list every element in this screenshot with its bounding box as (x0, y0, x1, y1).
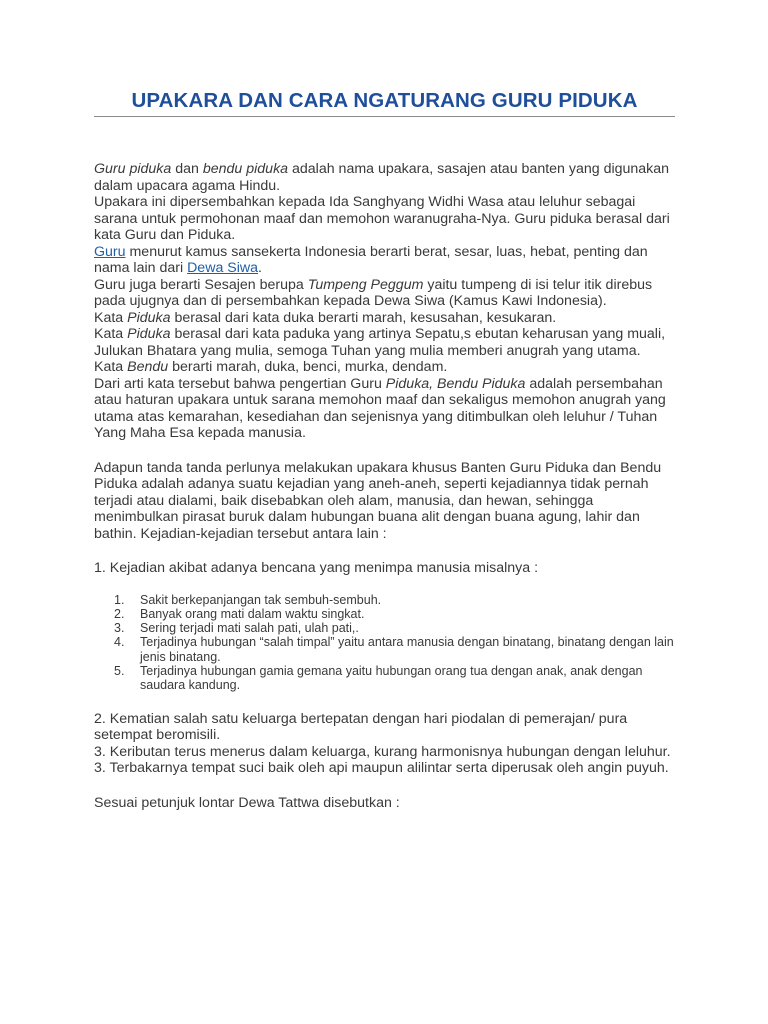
text-span: adalah nama upakara, sasajen atau banten yang digunakan dalam upacara agama Hindu. (94, 161, 670, 194)
paragraph-guru-meaning (94, 244, 679, 277)
text-span: Kata (94, 326, 128, 342)
text-span: yaitu tumpeng di isi telur itik direbus pada ujugnya dan di persembahkan kepada Dewa Siwa (Kamus Kawi Indonesia). (94, 276, 653, 309)
title-divider (94, 116, 675, 117)
list-text: Terjadinya hubungan “salah timpal” yaitu antara manusia dengan binatang, binatang dengan lain jenis binatang. (140, 635, 674, 664)
list-item (94, 635, 679, 664)
list-text: Sering terjadi mati salah pati, ulah pati,. (140, 621, 359, 636)
dewa-siwa-link[interactable]: Dewa Siwa (187, 260, 259, 276)
document-title: UPAKARA DAN CARA NGATURANG GURU PIDUKA (131, 89, 638, 112)
list-text: Banyak orang mati dalam waktu singkat. (140, 606, 365, 621)
list-text: Sakit berkepanjangan tak sembuh-sembuh. (140, 592, 382, 607)
paragraph-fire: 3. Terbakarnya tempat suci baik oleh api maupun alilintar serta diperusak oleh angin puyuh. (94, 760, 669, 777)
paragraph-disaster: 1. Kejadian akibat adanya bencana yang menimpa manusia misalnya : (94, 560, 539, 576)
term-tumpeng: Tumpeng Peggum (307, 276, 424, 293)
term-piduka: Piduka (127, 309, 171, 326)
paragraph-lontar: Sesuai petunjuk lontar Dewa Tattwa disebutkan : (94, 794, 400, 811)
list-text: Terjadinya hubungan gamia gemana yaitu hubungan orang tua dengan anak, anak dengan saudara kandung. (140, 663, 643, 693)
guru-link[interactable]: Guru (94, 243, 126, 260)
list-number: 1. (114, 592, 125, 607)
events-list (94, 593, 679, 693)
term-bendu-piduka: bendu piduka (202, 161, 289, 177)
text-span: berasal dari kata paduka yang artinya Sepatu,s ebutan keharusan yang muali, Julukan Bhatara yang mulia, semoga Tuhan yang mulia memberi anugrah yang utama. (94, 326, 666, 359)
list-number: 5. (114, 663, 125, 678)
spacer (94, 777, 679, 795)
spacer (94, 693, 679, 711)
text-span: . (258, 260, 262, 276)
paragraph-offering: Upakara ini dipersembahkan kepada Ida Sanghyang Widhi Wasa atau leluhur sebagai sarana untuk permohonan maaf dan memohon waranugraha-Nya. Guru piduka berasal dari kata Guru dan Piduka. (94, 194, 670, 243)
text-span: Guru juga berarti Sesajen berupa (94, 276, 308, 293)
term-guru-piduka: Guru piduka (94, 161, 172, 177)
text-span: Kata (94, 309, 128, 326)
term-piduka: Piduka (127, 326, 171, 342)
list-item (94, 607, 679, 621)
list-item (94, 664, 679, 693)
text-span: adalah persembahan atau haturan upakara untuk sarana memohon maaf dan sekaligus memohon anugrah yang utama atas kemarahan, kesediahan dan sejenisnya yang ditimbulkan oleh leluhur / Tuhan Yang Maha Esa kepada manusia. (94, 375, 666, 441)
list-item (94, 593, 679, 607)
paragraph-death: 2. Kematian salah satu keluarga bertepatan dengan hari piodalan di pemerajan/ pura setempat beromisili. (94, 710, 628, 744)
spacer (94, 442, 679, 460)
paragraph-piduka-2 (94, 326, 679, 359)
paragraph-conclusion (94, 376, 679, 442)
list-item (94, 621, 679, 635)
text-span: menurut kamus sansekerta Indonesia berarti berat, sesar, luas, hebat, penting dan nama lain dari (94, 243, 648, 276)
paragraph-quarrel: 3. Keributan terus menerus dalam keluarga, kurang harmonisnya hubungan dengan leluhur. (94, 743, 671, 760)
text-span: berarti marah, duka, benci, murka, dendam. (168, 359, 448, 375)
spacer (94, 542, 679, 560)
list-number: 4. (114, 635, 125, 650)
text-span: Kata (94, 359, 128, 375)
text-span: berasal dari kata duka berarti marah, kesusahan, kesukaran. (170, 309, 557, 326)
paragraph-piduka-1 (94, 310, 679, 327)
text-span: dan (171, 161, 203, 177)
paragraph-definition (94, 161, 679, 194)
text-span: Dari arti kata tersebut bahwa pengertian Guru (94, 375, 386, 392)
list-number: 2. (114, 606, 125, 621)
term-piduka-bendu: Piduka, Bendu Piduka (385, 375, 526, 392)
list-number: 3. (114, 621, 125, 636)
paragraph-signs: Adapun tanda tanda perlunya melakukan upakara khusus Banten Guru Piduka dan Bendu Piduka adalah adanya suatu kejadian yang aneh-aneh, seperti kejadiannya tidak pernah terjadi atau dialami, baik disebabkan oleh alam, manusia, dan hewan, sehingga menimbulkan pirasat buruk dalam hubungan buana alit dengan buana agung, lahir dan bathin. Kejadian-kejadian tersebut antara lain : (94, 459, 662, 542)
spacer (94, 577, 679, 593)
term-bendu: Bendu (127, 359, 169, 375)
article-body (94, 161, 679, 811)
paragraph-bendu (94, 359, 679, 376)
paragraph-sesajen (94, 277, 679, 310)
